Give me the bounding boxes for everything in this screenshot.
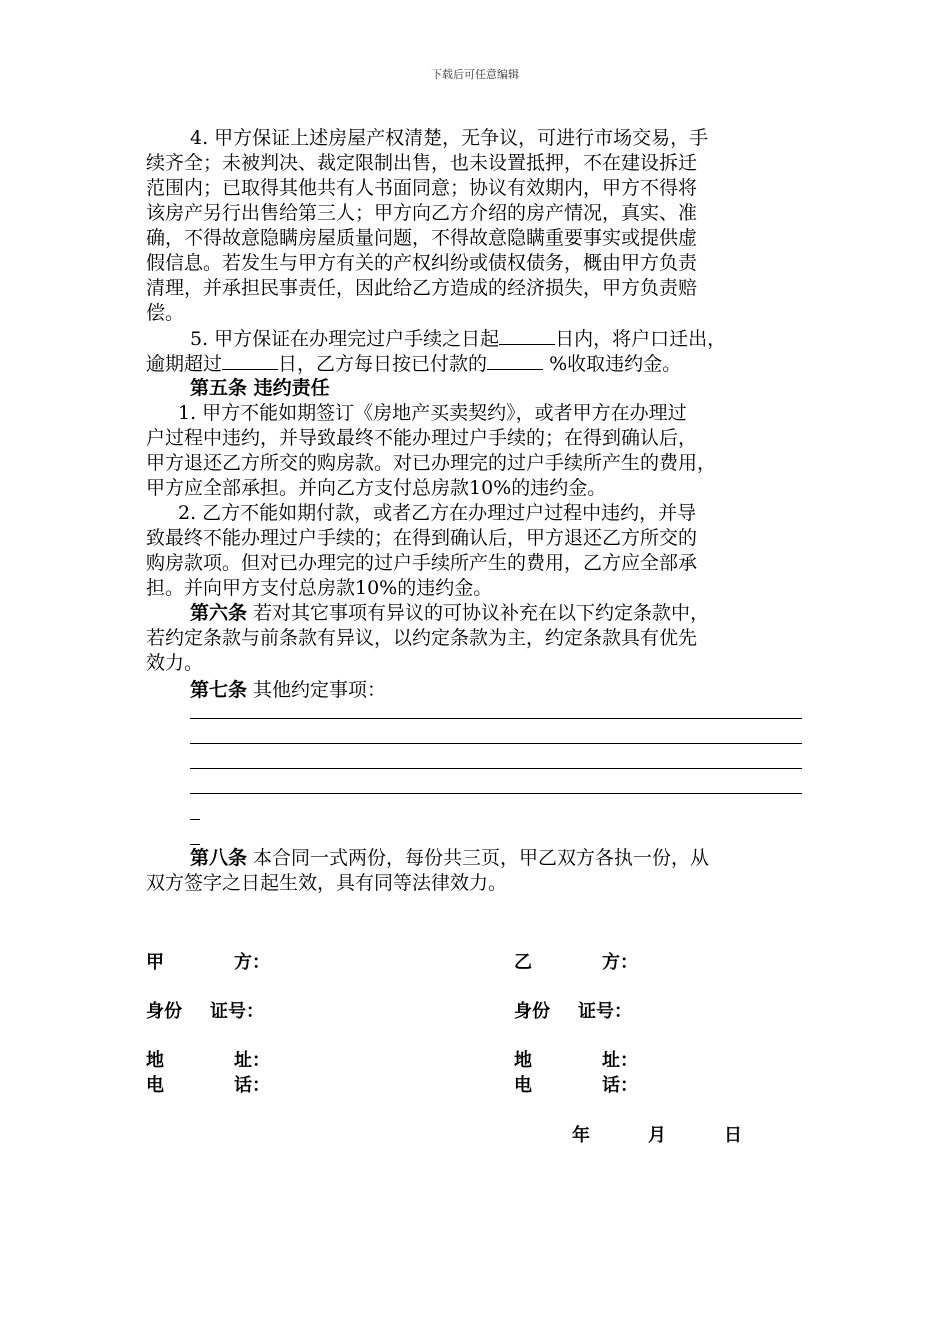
article8-line: 双方签字之日起生效，具有同等法律效力。 <box>146 872 508 894</box>
sig-char: 证号： <box>578 1001 632 1022</box>
date-line <box>572 1121 742 1147</box>
blank-rule <box>190 743 802 744</box>
date-year: 年 <box>572 1125 590 1146</box>
article6-line: 效力。 <box>146 652 204 674</box>
clause4-line: 清理，并承担民事责任，因此给乙方造成的经济损失，甲方负责赔 <box>146 277 698 299</box>
overdue-days-blank <box>222 351 278 370</box>
blank-rule <box>190 768 802 769</box>
blank-rule-short <box>190 819 200 820</box>
clause5-line-2 <box>146 351 818 376</box>
sig-char: 证号： <box>210 1001 264 1022</box>
a5-p1-line: 1. 甲方不能如期签订《房地产买卖契约》，或者甲方在办理过 <box>178 402 687 424</box>
percent-blank <box>487 351 543 370</box>
sig-char: 电 <box>146 1075 164 1096</box>
clause5-text: %收取违约金。 <box>543 353 682 375</box>
sig-char: 乙 <box>514 952 532 973</box>
sig-char: 地 <box>514 1050 532 1071</box>
blank-rule <box>190 718 802 719</box>
sig-char: 方： <box>234 952 270 973</box>
days-blank <box>499 326 555 345</box>
sig-char: 话： <box>602 1075 638 1096</box>
clause5-text: 日，乙方每日按已付款的 <box>278 353 488 375</box>
article7-text: 其他约定事项： <box>247 679 387 701</box>
clause5-text: 日内，将户口迁出， <box>555 328 727 350</box>
clause4-line: 续齐全；未被判决、裁定限制出售，也未设置抵押，不在建设拆迁 <box>146 152 698 174</box>
article8-title: 第八条 <box>190 847 248 869</box>
article7-title: 第七条 <box>190 679 248 701</box>
blank-rule-short <box>190 844 200 845</box>
clause4-line: 偿。 <box>146 302 185 324</box>
a5-p2-line: 致最终不能办理过户手续的；在得到确认后，甲方退还乙方所交的 <box>146 527 698 549</box>
sig-char: 身份 <box>146 1001 182 1022</box>
a5-p2-line: 购房款项。但对已办理完的过户手续所产生的费用，乙方应全部承 <box>146 552 698 574</box>
party-b-id-label <box>514 997 632 1023</box>
party-b-address-label <box>514 1046 638 1072</box>
article6-title: 第六条 <box>190 602 248 624</box>
sig-char: 方： <box>602 952 638 973</box>
party-a-id-label <box>146 997 264 1023</box>
a5-p2-line: 2. 乙方不能如期付款，或者乙方在办理过户过程中违约，并导 <box>178 502 697 524</box>
blank-rule <box>190 793 802 794</box>
sig-char: 地 <box>146 1050 164 1071</box>
page-header: 下载后可任意编辑 <box>431 68 519 81</box>
contract-body <box>146 126 818 703</box>
party-b-phone-label <box>514 1071 638 1097</box>
sig-char: 址： <box>234 1050 270 1071</box>
date-month: 月 <box>648 1125 666 1146</box>
clause5-line-1 <box>146 326 818 351</box>
article7-line <box>146 678 818 703</box>
article6-line-1 <box>146 601 818 626</box>
party-b-label <box>514 948 638 974</box>
article6-text: 若对其它事项有异议的可协议补充在以下约定条款中， <box>247 602 710 624</box>
clause5-text: 5. 甲方保证在办理完过户手续之日起 <box>190 328 500 350</box>
clause4-line: 假信息。若发生与甲方有关的产权纠纷或债权债务，概由甲方负责 <box>146 252 698 274</box>
clause5-text: 逾期超过 <box>146 353 223 375</box>
sig-char: 电 <box>514 1075 532 1096</box>
party-a-label <box>146 948 270 974</box>
clause4-line: 4. 甲方保证上述房屋产权清楚，无争议，可进行市场交易，手 <box>190 127 709 149</box>
clause4-line: 该房产另行出售给第三人；甲方向乙方介绍的房产情况，真实、准 <box>146 202 698 224</box>
sig-char: 身份 <box>514 1001 550 1022</box>
sig-char: 话： <box>234 1075 270 1096</box>
date-day: 日 <box>724 1125 742 1146</box>
a5-p1-line: 户过程中违约，并导致最终不能办理过户手续的；在得到确认后， <box>146 427 698 449</box>
clause4-line: 范围内；已取得其他共有人书面同意；协议有效期内，甲方不得将 <box>146 177 698 199</box>
a5-p2-line: 担。并向甲方支付总房款10%的违约金。 <box>146 577 493 599</box>
article8 <box>146 846 818 896</box>
a5-p1-line: 甲方应全部承担。并向乙方支付总房款10%的违约金。 <box>146 477 607 499</box>
sig-char: 址： <box>602 1050 638 1071</box>
article5-title: 第五条 违约责任 <box>190 377 330 399</box>
a5-p1-line: 甲方退还乙方所交的购房款。对已办理完的过户手续所产生的费用， <box>146 452 717 474</box>
article6-line: 若约定条款与前条款有异议，以约定条款为主，约定条款具有优先 <box>146 627 698 649</box>
article8-line-1 <box>146 846 818 871</box>
sig-char: 甲 <box>146 952 164 973</box>
article8-text: 本合同一式两份，每份共三页，甲乙双方各执一份，从 <box>247 847 710 869</box>
party-a-address-label <box>146 1046 270 1072</box>
clause4-line: 确，不得故意隐瞒房屋质量问题，不得故意隐瞒重要事实或提供虚 <box>146 227 698 249</box>
party-a-phone-label <box>146 1071 270 1097</box>
